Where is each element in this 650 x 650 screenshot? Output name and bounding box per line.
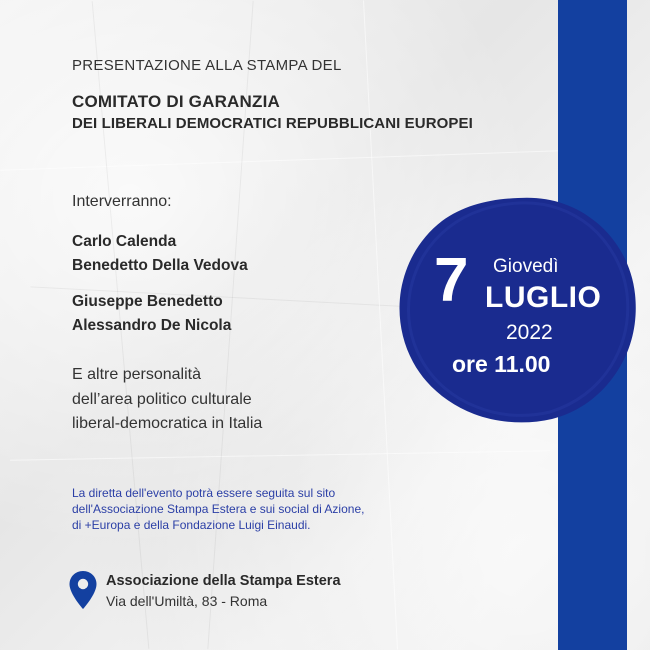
event-year: 2022 (506, 321, 553, 344)
event-month: LUGLIO (485, 281, 602, 314)
speaker-name: Benedetto Della Vedova (72, 257, 248, 274)
event-day: 7 (434, 246, 469, 315)
livestream-note-line: La diretta dell'evento potrà essere seguita sul sito (72, 486, 336, 500)
livestream-note-line: di +Europa e della Fondazione Luigi Einaudi. (72, 518, 311, 532)
other-participants-line: dell’area politico culturale (72, 391, 252, 408)
event-time: ore 11.00 (452, 351, 551, 377)
speaker-name: Carlo Calenda (72, 233, 177, 250)
other-participants-line: liberal-democratica in Italia (72, 415, 263, 432)
venue-address: Via dell'Umiltà, 83 - Roma (106, 593, 268, 609)
other-participants-line: E altre personalità (72, 366, 201, 383)
presentation-eyebrow: PRESENTAZIONE ALLA STAMPA DEL (72, 57, 342, 74)
committee-subtitle: DEI LIBERALI DEMOCRATICI REPUBBLICANI EUROPEI (72, 115, 473, 132)
speaker-name: Alessandro De Nicola (72, 317, 232, 334)
speaker-name: Giuseppe Benedetto (72, 293, 223, 310)
committee-title: COMITATO DI GARANZIA (72, 92, 280, 111)
venue-name: Associazione della Stampa Estera (106, 573, 341, 589)
event-weekday: Giovedì (493, 256, 559, 277)
livestream-note-line: dell'Associazione Stampa Estera e sui social di Azione, (72, 502, 365, 516)
speakers-intro: Interverranno: (72, 193, 172, 210)
location-pin-icon (68, 570, 98, 610)
